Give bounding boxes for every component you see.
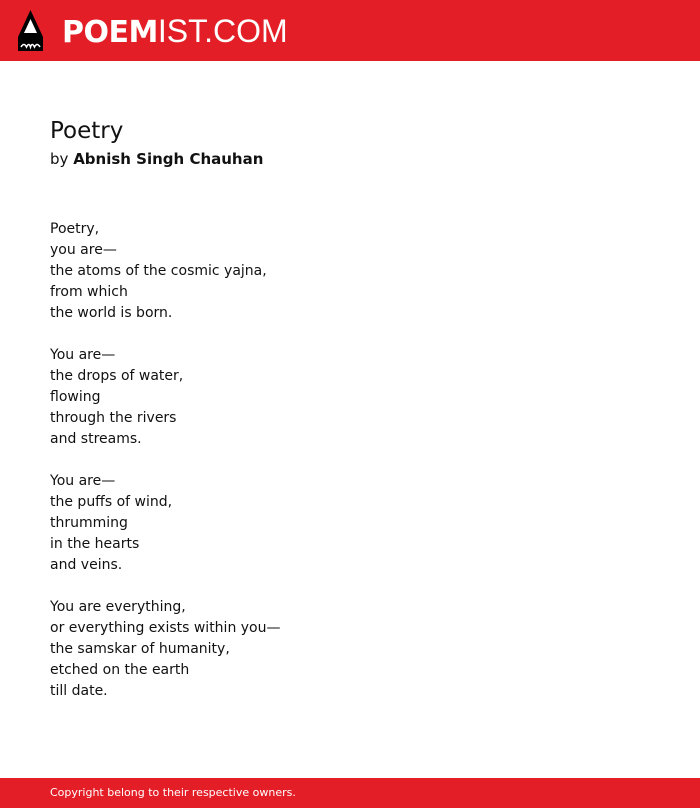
poem-line: the samskar of humanity, bbox=[50, 641, 230, 657]
header-bar bbox=[0, 0, 700, 61]
poem-line: from which bbox=[50, 284, 128, 300]
poem-body bbox=[50, 219, 650, 723]
stanza bbox=[50, 219, 650, 324]
poem-line: till date. bbox=[50, 683, 108, 699]
footer-bar bbox=[0, 778, 700, 808]
poem-line: or everything exists within you— bbox=[50, 620, 281, 636]
poem-line: in the hearts bbox=[50, 536, 140, 552]
poem-line: etched on the earth bbox=[50, 662, 190, 678]
poem-line: You are— bbox=[50, 473, 116, 489]
author-name: Abnish Singh Chauhan bbox=[73, 150, 264, 168]
poem-line: flowing bbox=[50, 389, 101, 405]
poem-line: you are— bbox=[50, 242, 117, 258]
poem-line: You are everything, bbox=[50, 599, 186, 615]
stanza bbox=[50, 471, 650, 576]
poem-line: the drops of water, bbox=[50, 368, 184, 384]
byline bbox=[50, 149, 263, 169]
poem-line: and veins. bbox=[50, 557, 123, 573]
poem-line: thrumming bbox=[50, 515, 128, 531]
stanza bbox=[50, 597, 650, 702]
poem-line: and streams. bbox=[50, 431, 142, 447]
by-label: by bbox=[50, 150, 69, 168]
poem-title: Poetry bbox=[50, 118, 124, 144]
logo-brand-bold: POEM bbox=[62, 15, 158, 50]
copyright-notice: Copyright belong to their respective owners. bbox=[50, 786, 296, 799]
poem-line: through the rivers bbox=[50, 410, 177, 426]
logo-brand-light: IST.COM bbox=[157, 13, 288, 49]
poem-line: the atoms of the cosmic yajna, bbox=[50, 263, 267, 279]
stanza bbox=[50, 345, 650, 450]
pencil-icon bbox=[18, 10, 43, 51]
poem-line: Poetry, bbox=[50, 221, 100, 237]
poem-line: the puffs of wind, bbox=[50, 494, 173, 510]
poem-line: You are— bbox=[50, 347, 116, 363]
poem-line: the world is born. bbox=[50, 305, 173, 321]
site-logo[interactable] bbox=[62, 11, 288, 51]
